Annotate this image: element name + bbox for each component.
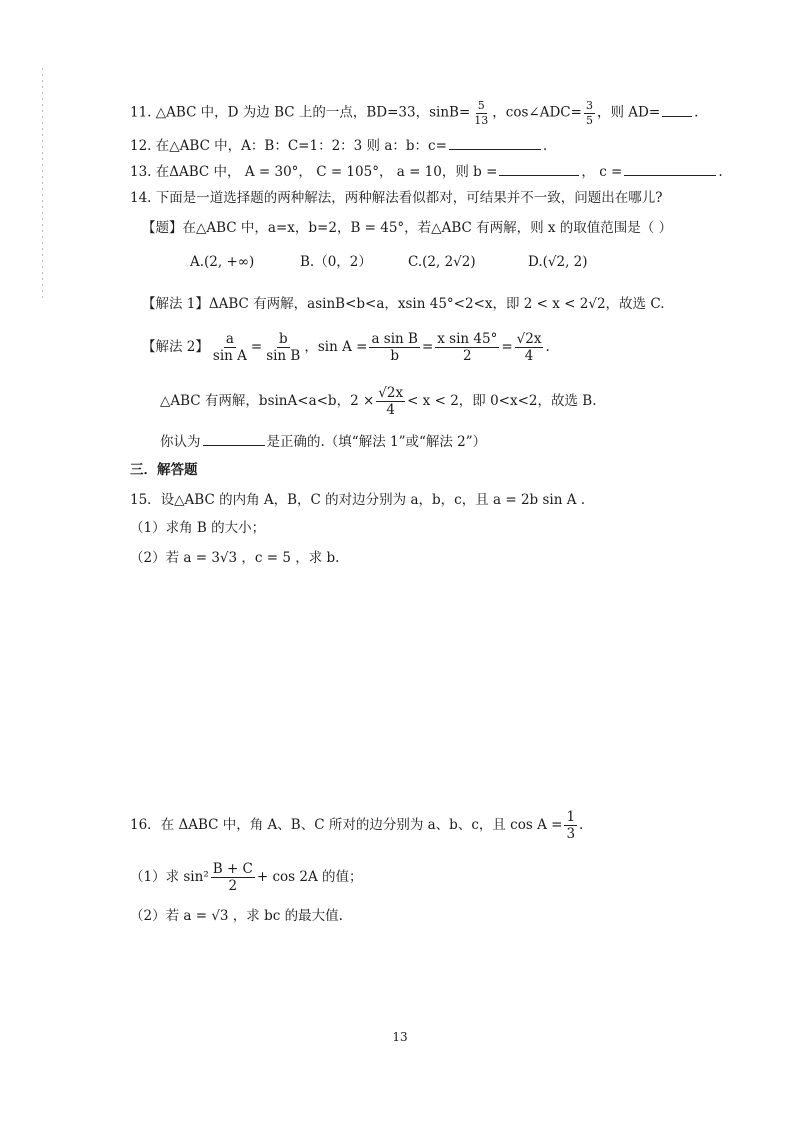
- section-title: 三．解答题: [130, 462, 198, 478]
- question-16-stem: 16．在 ΔABC 中，角 A、B、C 所对的边分别为 a、b、c，且 cos A = $\frac{1}{3}$ .: [130, 809, 584, 843]
- method-2-line-2: △ABC 有两解，bsinA<a<b，2 × $\frac{√2x}{4}$ < x < 2，即 0<x<2，故选 B.: [160, 385, 597, 419]
- question-15-stem: 15．设△ABC 的内角 A，B，C 的对边分别为 a，b，c，且 a = 2b sin A .: [130, 492, 586, 508]
- question-14-intro: 14. 下面是一道选择题的两种解法，两种解法看似都对，可结果并不一致，问题出在哪儿?: [130, 190, 663, 206]
- question-15-part-2: （2）若 a = 3√3 ，c = 5 ，求 b.: [130, 550, 340, 566]
- option-c: C.(2, 2√2): [408, 254, 476, 270]
- answer-blank[interactable]: [449, 148, 541, 150]
- option-b: B.（0，2）: [300, 254, 372, 270]
- binding-margin-dots: [42, 68, 43, 298]
- sinB-fraction: $\frac{5}{13}$: [474, 99, 489, 127]
- method-1: 【解法 1】ΔABC 有两解，asinB<b<a，xsin 45°<2<x，即 2 < x < 2√2，故选 C.: [142, 296, 665, 312]
- question-15-part-1: （1）求角 B 的大小；: [130, 520, 266, 536]
- question-13: 13. 在ΔABC 中， A = 30°， C = 105°， a = 10，则 b = ， c = .: [130, 164, 723, 180]
- answer-blank[interactable]: [499, 174, 579, 176]
- answer-blank[interactable]: [662, 115, 692, 117]
- question-16-part-1: （1）求 sin² $\frac{B + C}{2}$ + cos 2A 的值；: [130, 861, 363, 895]
- question-16-part-2: （2）若 a = √3 ，求 bc 的最大值.: [130, 908, 343, 924]
- question-12: 12. 在△ABC 中，A：B：C=1：2：3 则 a：b：c= .: [130, 138, 548, 154]
- answer-blank[interactable]: [624, 174, 716, 176]
- option-a: A.(2, +∞): [190, 254, 255, 270]
- question-11: 11. △ABC 中，D 为边 BC 上的一点，BD=33，sinB= $\frac{5}{13}$ ，cos∠ADC= $\frac{3}{5}$ ，则 AD= .: [130, 99, 699, 127]
- answer-blank[interactable]: [203, 444, 265, 446]
- page-number: 13: [392, 1030, 408, 1044]
- option-d: D.(√2, 2): [528, 254, 588, 270]
- cos-fraction: $\frac{3}{5}$: [585, 99, 593, 127]
- question-14-problem: 【题】在△ABC 中，a=x，b=2，B = 45°，若△ABC 有两解，则 x 的取值范围是（ ）: [142, 220, 673, 236]
- question-14-ask: 你认为 是正确的.（填“解法 1”或“解法 2”）: [160, 434, 487, 450]
- method-2: 【解法 2】 $\frac{a}{\text{sin A}}$ = $\frac{b}{\text{sin B}}$ ，sin A = $\frac{\text{a sin B}}{b}$ = $\frac{\text{x sin 45°}}{2}$ = $\frac{√2x}{4}$ .: [142, 331, 550, 365]
